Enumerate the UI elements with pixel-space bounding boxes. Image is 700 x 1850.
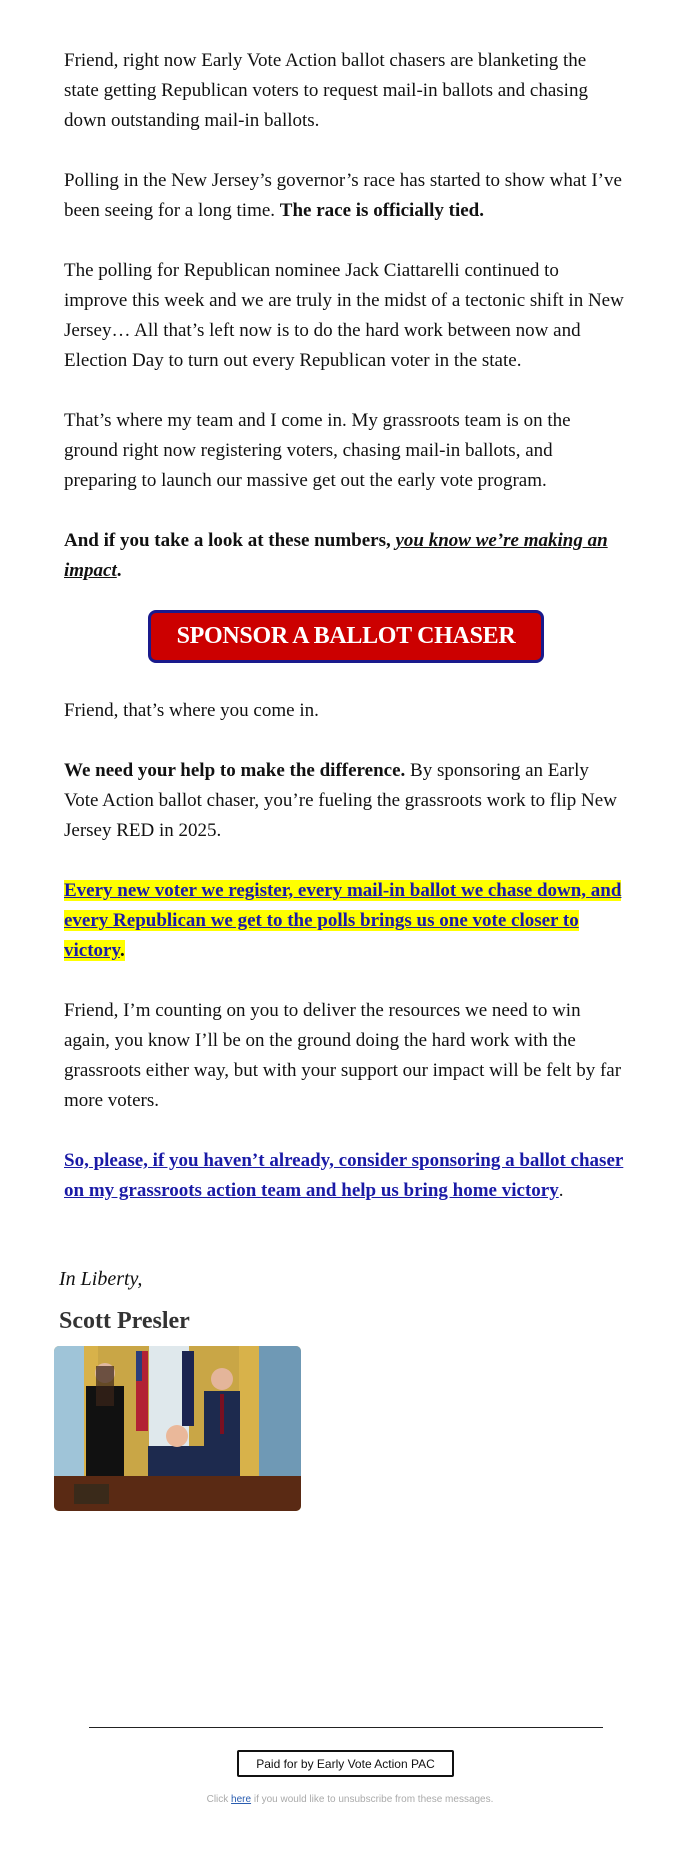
paragraph <box>64 526 624 586</box>
paragraph <box>64 756 624 846</box>
unsubscribe-link[interactable]: here <box>231 1794 252 1805</box>
footer-divider <box>89 1727 603 1728</box>
paragraph-bold: We need your help to make the difference. <box>64 760 406 781</box>
paragraph <box>64 876 624 966</box>
period: . <box>116 560 122 581</box>
signature-photo <box>54 1346 301 1511</box>
sponsor-link[interactable]: So, please, if you haven’t already, consider sponsoring a ballot chaser on my grassroots action team and help us bring home victory <box>64 1150 624 1201</box>
impact-link[interactable]: you know we’re making an impact <box>64 530 608 581</box>
paragraph-text: By sponsoring an Early Vote Action ballot chaser, you’re fueling the grassroots work to flip New Jersey RED in 2025. <box>64 760 617 841</box>
email-body-bottom <box>64 696 624 1236</box>
paragraph: That’s where my team and I come in. My grassroots team is on the ground right now registering voters, chasing mail-in ballots, and preparing to launch our massive get out the early vote program. <box>64 410 571 491</box>
period: . <box>558 1180 564 1201</box>
paragraph: Friend, that’s where you come in. <box>64 700 319 721</box>
period: . <box>119 940 125 961</box>
paragraph <box>64 166 624 226</box>
paragraph-bold: The race is officially tied. <box>279 200 485 221</box>
paid-for-disclaimer: Paid for by Early Vote Action PAC <box>237 1750 454 1777</box>
unsub-pre: Click <box>206 1794 232 1805</box>
paragraph: Friend, I’m counting on you to deliver the resources we need to win again, you know I’ll be on the ground doing the hard work with the grassroots either way, but with your support our impact will be felt by far more voters. <box>64 1000 622 1111</box>
unsubscribe-text <box>0 1794 700 1805</box>
unsub-post: if you would like to unsubscribe from these messages. <box>251 1794 494 1805</box>
paragraph: The polling for Republican nominee Jack Ciattarelli continued to improve this week and we are truly in the midst of a tectonic shift in New Jersey… All that’s left now is to do the hard work between now and Election Day to turn out every Republican voter in the state. <box>64 260 624 371</box>
signature-closing: In Liberty, <box>59 1268 143 1290</box>
sponsor-ballot-chaser-button[interactable]: SPONSOR A BALLOT CHASER <box>148 610 544 663</box>
cta-container <box>148 610 544 663</box>
email-body-top <box>64 46 624 616</box>
paragraph <box>64 1146 624 1206</box>
victory-link[interactable]: Every new voter we register, every mail-in ballot we chase down, and every Republican we get to the polls brings us one vote closer to victory <box>64 880 622 961</box>
paragraph-text: Polling in the New Jersey’s governor’s race has started to show what I’ve been seeing for a long time. <box>64 170 622 221</box>
paragraph-bold: And if you take a look at these numbers, <box>64 530 396 551</box>
signature-name: Scott Presler <box>59 1308 190 1334</box>
paragraph: Friend, right now Early Vote Action ballot chasers are blanketing the state getting Republican voters to request mail-in ballots and chasing down outstanding mail-in ballots. <box>64 50 588 131</box>
highlighted-text <box>64 880 621 961</box>
